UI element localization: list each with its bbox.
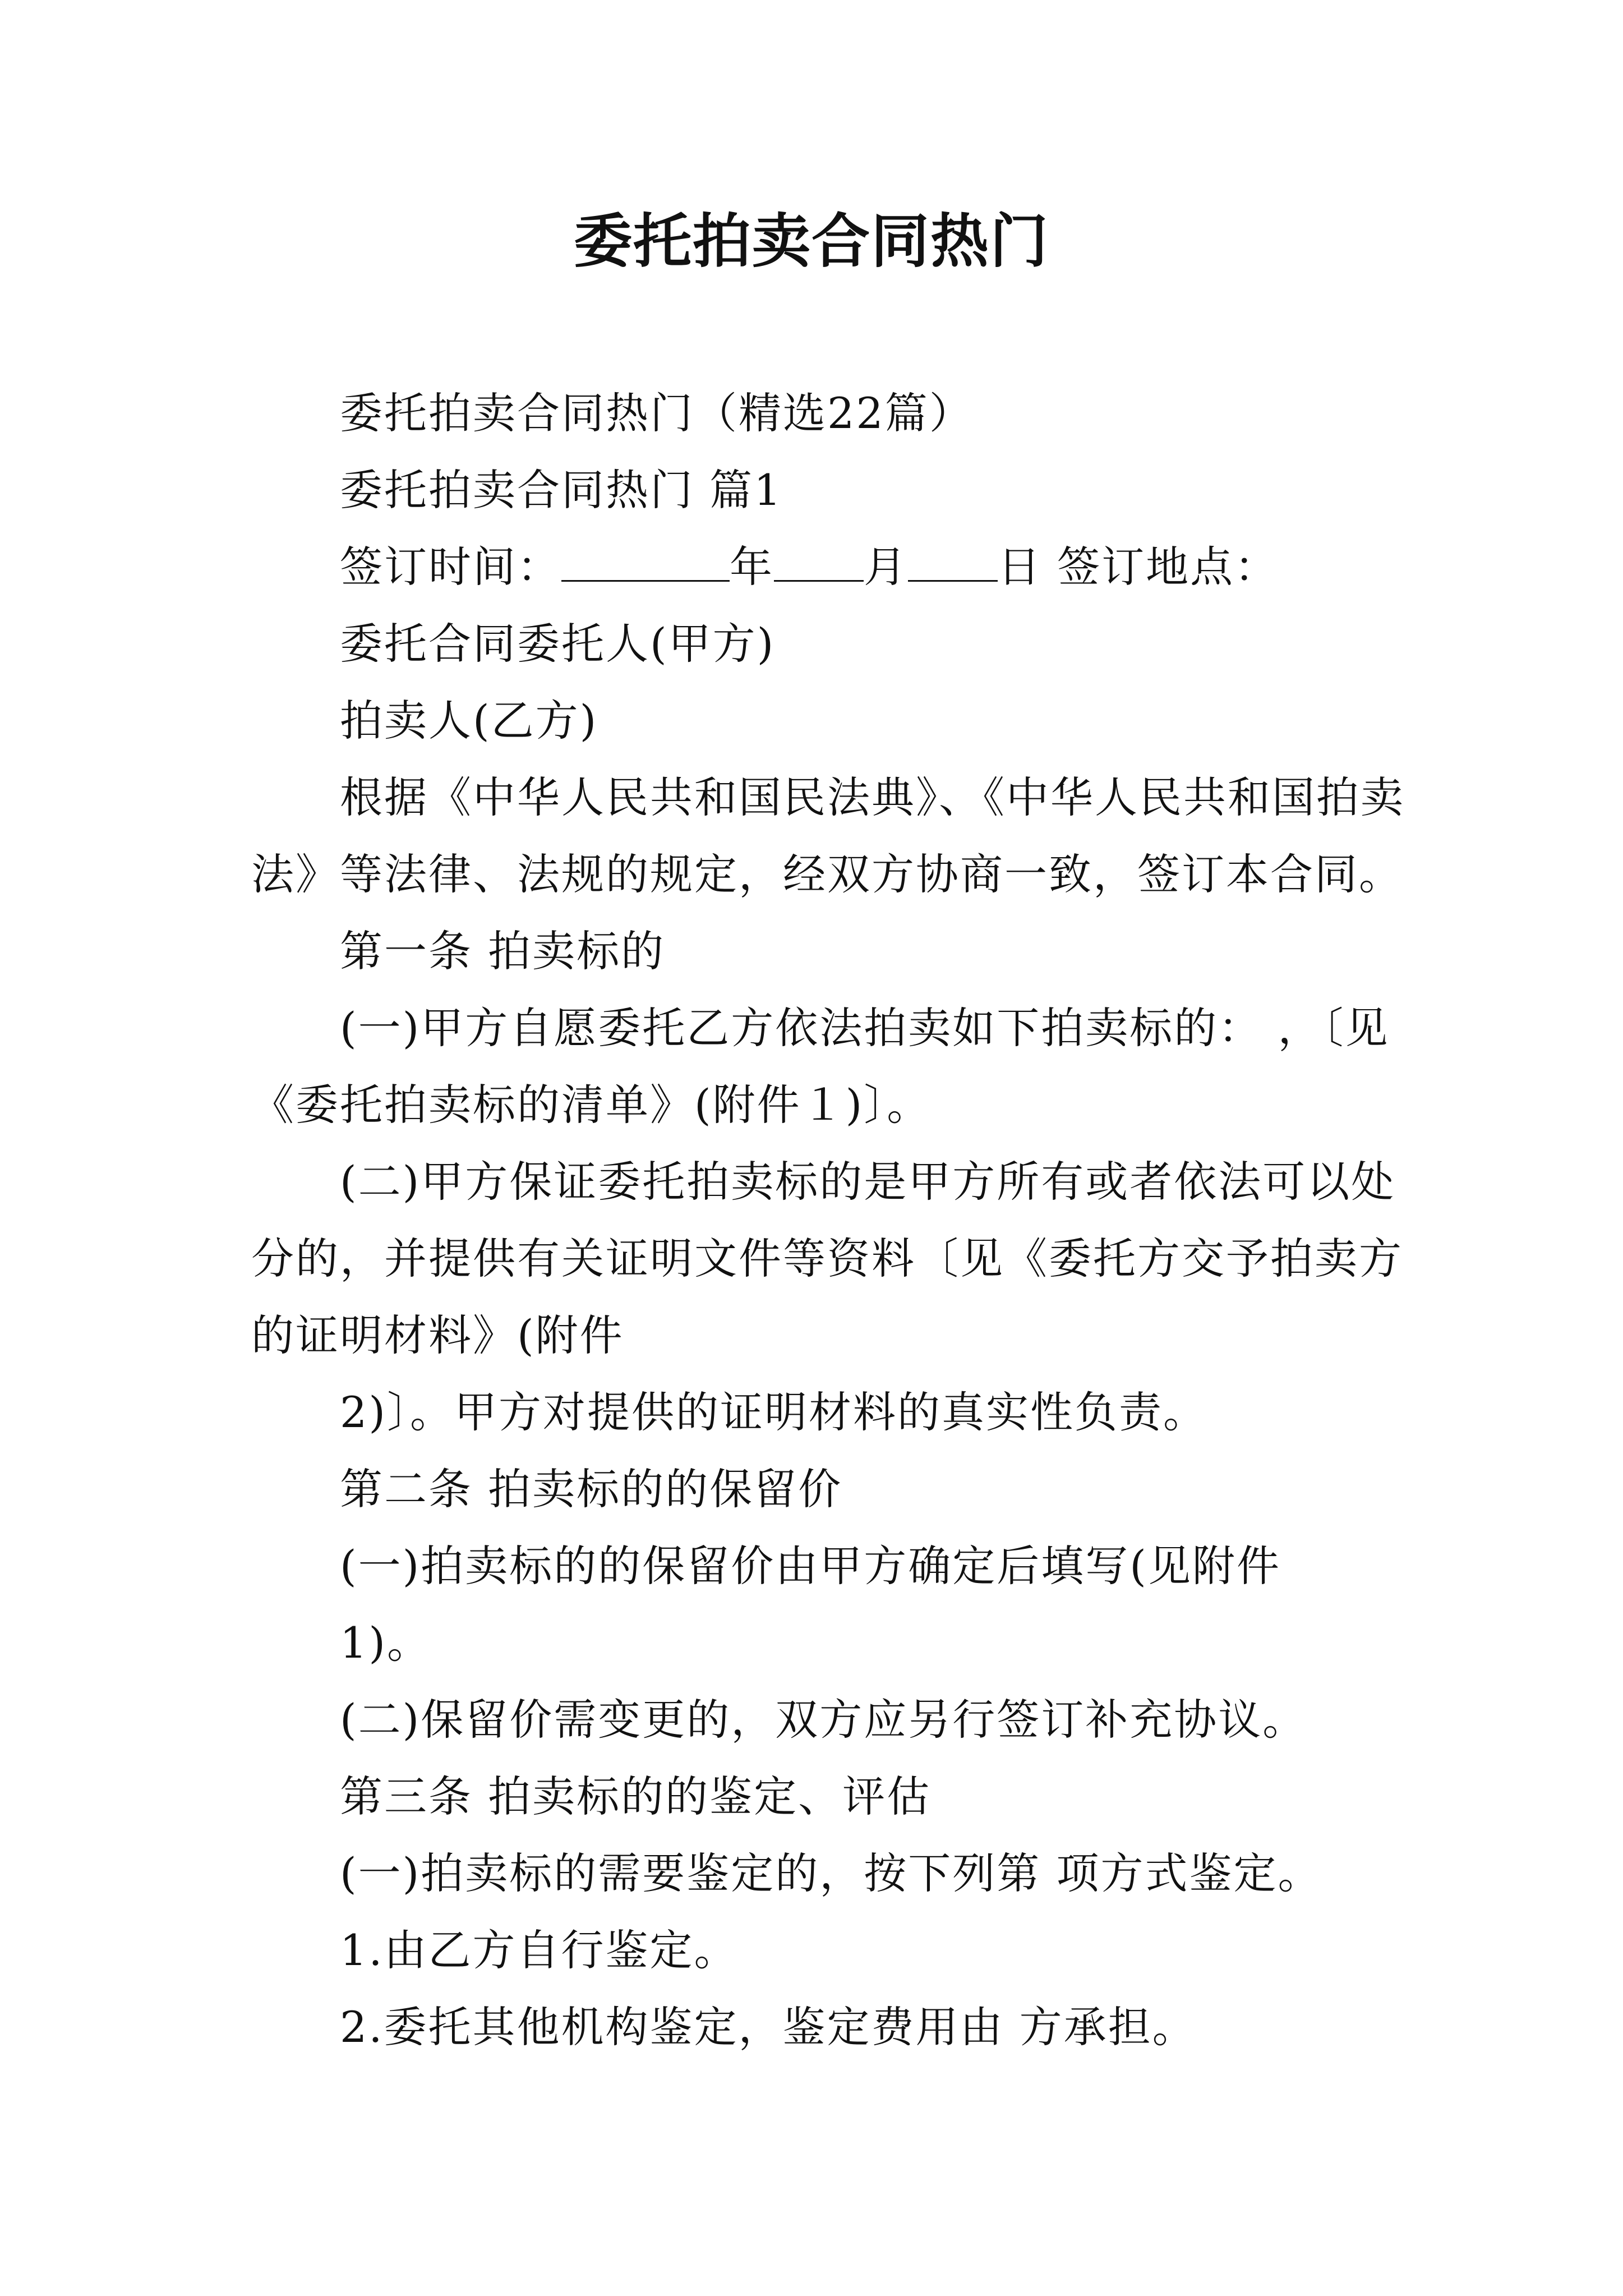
- list-item-appraisal-option-2: 2.委托其他机构鉴定，鉴定费用由 方承担。: [340, 2002, 1197, 2052]
- paragraph-clause-1-2-line2: 分的，并提供有关证明文件等资料〔见《委托方交予拍卖方: [251, 1234, 1403, 1283]
- paragraph-auctioneer: 拍卖人(乙方): [340, 696, 598, 746]
- list-item-appraisal-option-1: 1.由乙方自行鉴定。: [340, 1925, 739, 1975]
- section-heading-article-3: 第三条 拍卖标的的鉴定、评估: [340, 1772, 932, 1821]
- paragraph-clause-1-2-line4: 2)〕。甲方对提供的证明材料的真实性负责。: [340, 1387, 1208, 1437]
- paragraph-clause-1-1-line2: 《委托拍卖标的清单》(附件１)〕。: [251, 1080, 932, 1130]
- paragraph-legal-basis-line2: 法》等法律、法规的规定，经双方协商一致，签订本合同。: [251, 849, 1403, 899]
- document-title: 委托拍卖合同热门: [573, 207, 1049, 275]
- paragraph-clause-3-1: (一)拍卖标的需要鉴定的，按下列第 项方式鉴定。: [340, 1848, 1322, 1898]
- day-and-place-label: 日 签订地点：: [998, 542, 1279, 592]
- month-label: 月: [864, 542, 908, 592]
- paragraph-clause-1-1-line1: (一)甲方自愿委托乙方依法拍卖如下拍卖标的： ，〔见: [340, 1003, 1390, 1053]
- section-heading-article-1: 第一条 拍卖标的: [340, 926, 666, 976]
- year-blank: [561, 540, 730, 582]
- day-blank: [908, 540, 998, 582]
- paragraph-clause-2-1-line2: 1)。: [340, 1618, 432, 1668]
- month-blank: [774, 540, 864, 582]
- paragraph-signing-info: [251, 528, 1390, 605]
- section-heading-article-2: 第二条 拍卖标的的保留价: [340, 1464, 843, 1514]
- paragraph-clause-1-2-line1: (二)甲方保证委托拍卖标的是甲方所有或者依法可以处: [340, 1157, 1396, 1207]
- paragraph-collection-title: 委托拍卖合同热门（精选22篇）: [340, 388, 974, 438]
- paragraph-clause-2-2: (二)保留价需变更的，双方应另行签订补充协议。: [340, 1695, 1307, 1745]
- paragraph-article-heading: 委托拍卖合同热门 篇1: [340, 465, 783, 515]
- document-body: [251, 375, 1405, 2065]
- paragraph-legal-basis-line1: 根据《中华人民共和国民法典》、《中华人民共和国拍卖: [340, 772, 1405, 822]
- signing-time-label: 签订时间：: [340, 542, 561, 592]
- paragraph-clause-2-1-line1: (一)拍卖标的的保留价由甲方确定后填写(见附件: [340, 1541, 1281, 1591]
- paragraph-clause-1-2-line3: 的证明材料》(附件: [251, 1310, 624, 1360]
- paragraph-principal: 委托合同委托人(甲方): [340, 619, 776, 669]
- year-label: 年: [730, 542, 774, 592]
